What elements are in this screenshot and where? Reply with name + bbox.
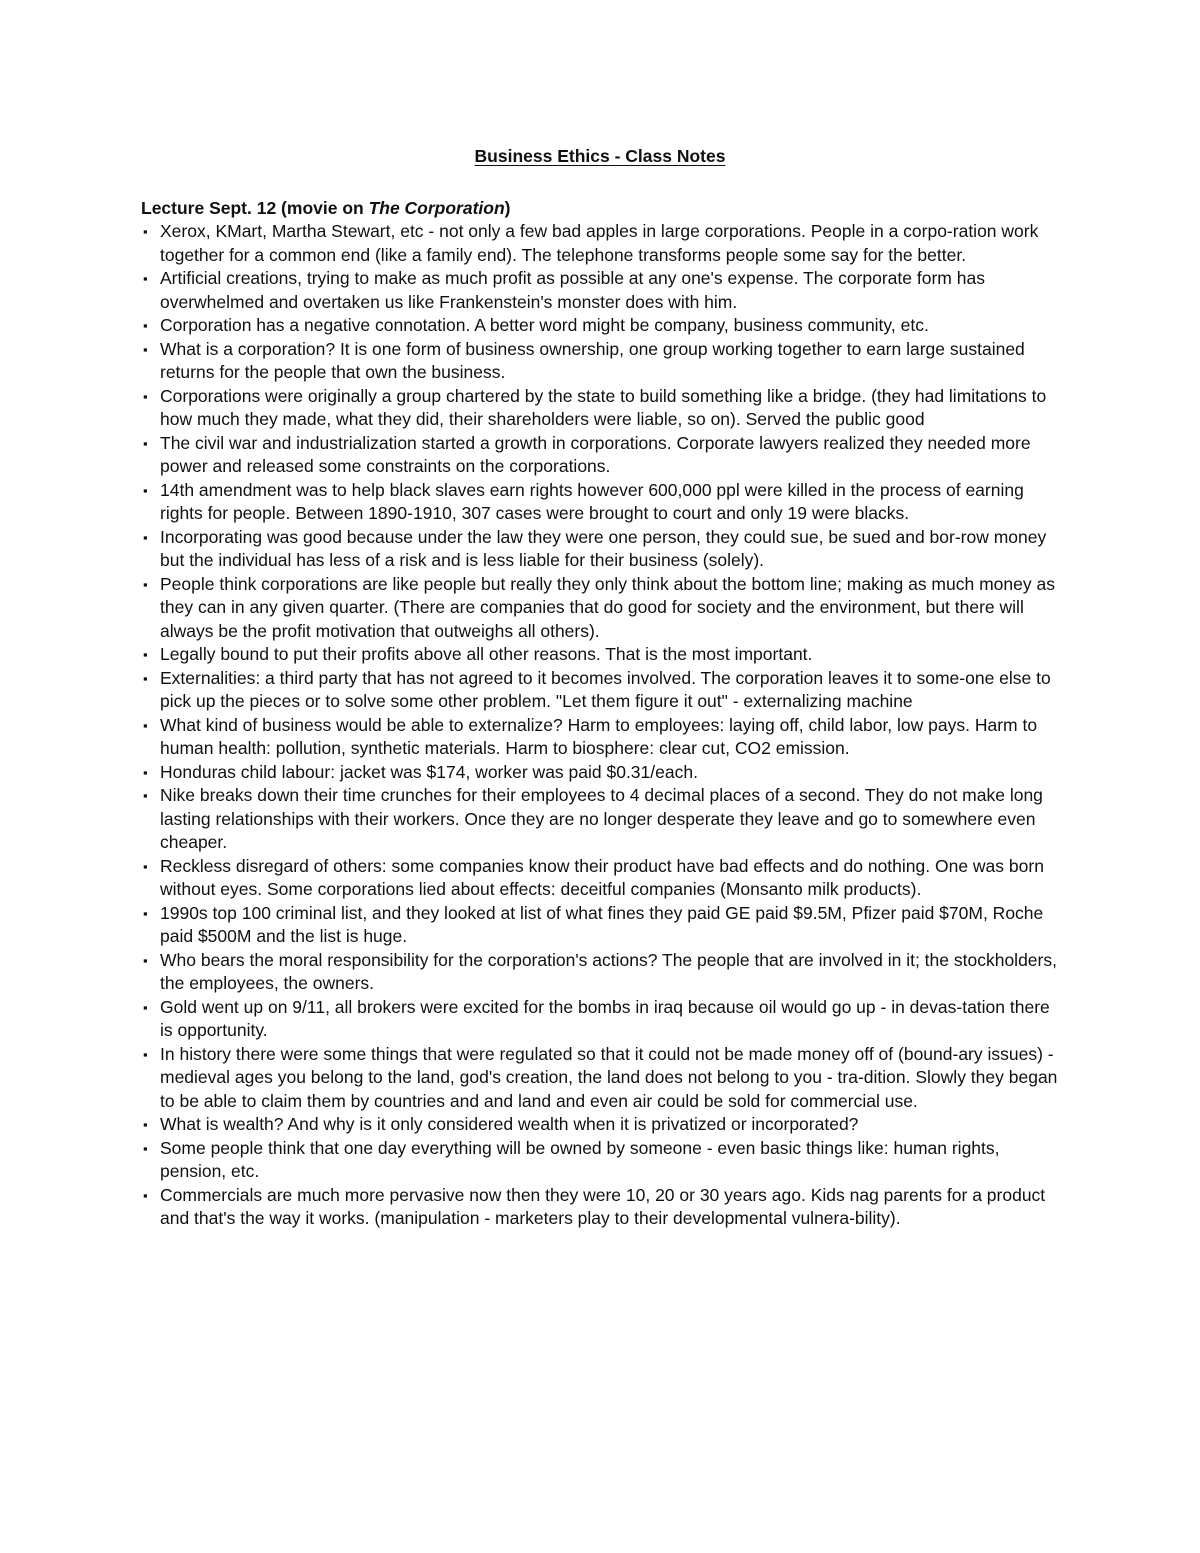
lecture-note-text: People think corporations are like people but really they only think about the bottom line; making as much money as they can in any given quarter. (There are companies that do good for society and the environment, but there will always be the profit motivation that outweighs all others). [160, 573, 1055, 641]
lecture-note-item [141, 1184, 1066, 1231]
lecture-note-text: Legally bound to put their profits above all other reasons. That is the most important. [160, 644, 813, 664]
bullet-square-icon: ▪ [143, 647, 148, 662]
lecture-note-item [141, 1113, 1066, 1137]
lecture-note-text: 1990s top 100 criminal list, and they looked at list of what fines they paid GE paid $9.5M, Pfizer paid $70M, Roche paid $500M and the list is huge. [160, 902, 1044, 946]
document-title: Business Ethics - Class Notes [474, 146, 726, 166]
bullet-square-icon: ▪ [143, 952, 148, 968]
lecture-note-text: Nike breaks down their time crunches for their employees to 4 decimal places of a second. They do not make long lasting relationships with their workers. Once they are no longer desperate they leave and go to somewhere even cheaper. [160, 785, 1043, 852]
lecture-note-item [141, 784, 1066, 855]
bullet-square-icon: ▪ [143, 271, 148, 286]
lecture-note-item [141, 573, 1066, 644]
lecture-note-text: Reckless disregard of others: some companies know their product have bad effects and do nothing. One was born without eyes. Some corporations lied about effects: deceitful companies (Monsanto milk products). [160, 855, 1044, 899]
lecture-note-item [141, 526, 1066, 573]
lecture-note-item [141, 902, 1066, 949]
lecture-note-text: Xerox, KMart, Martha Stewart, etc - not only a few bad apples in large corporations. People in a corpo-ration work together for a common end (like a family end). The telephone transforms people some say for the better. [160, 221, 1039, 265]
lecture-note-item [141, 479, 1066, 526]
lecture-note-text: Gold went up on 9/11, all brokers were excited for the bombs in iraq because oil would go up - in devas-tation there is opportunity. [160, 996, 1050, 1040]
bullet-square-icon: ▪ [143, 999, 148, 1015]
lecture-note-text: What is wealth? And why is it only considered wealth when it is privatized or incorporated? [160, 1114, 859, 1134]
lecture-note-item [141, 855, 1066, 902]
lecture-note-item [141, 714, 1066, 761]
bullet-square-icon: ▪ [143, 670, 148, 686]
lecture-note-item [141, 761, 1066, 785]
bullet-square-icon: ▪ [143, 905, 148, 921]
lecture-note-text: Commercials are much more pervasive now then they were 10, 20 or 30 years ago. Kids nag parents for a product and that's the way it works. (manipulation - marketers play to their developmental vulnera-bility). [160, 1184, 1046, 1228]
lecture-notes-list [141, 220, 1066, 1231]
lecture-note-text: Honduras child labour: jacket was $174, worker was paid $0.31/each. [160, 761, 698, 782]
lecture-heading [141, 196, 511, 220]
bullet-square-icon: ▪ [143, 858, 148, 874]
lecture-note-item [141, 949, 1066, 996]
bullet-square-icon: ▪ [143, 388, 148, 404]
lecture-note-item [141, 667, 1066, 714]
lecture-note-text: Corporations were originally a group chartered by the state to build something like a bridge. (they had limitations to how much they made, what they did, their shareholders were liable, so on). Served the public good [160, 385, 1047, 429]
lecture-note-item [141, 996, 1066, 1043]
bullet-square-icon: ▪ [143, 482, 148, 498]
bullet-square-icon: ▪ [143, 1187, 148, 1203]
lecture-note-text: The civil war and industrialization started a growth in corporations. Corporate lawyers realized they needed more power and released some constraints on the corporations. [160, 432, 1031, 476]
lecture-note-text: Incorporating was good because under the law they were one person, they could sue, be sued and bor-row money but the individual has less of a risk and is less liable for their business (solely). [160, 526, 1047, 570]
lecture-note-text: Who bears the moral responsibility for the corporation's actions? The people that are involved in it; the stockholders, the employees, the owners. [160, 949, 1057, 993]
bullet-square-icon: ▪ [143, 1046, 148, 1062]
lecture-note-text: What is a corporation? It is one form of business ownership, one group working together to earn large sustained returns for the people that own the business. [160, 338, 1025, 382]
lecture-note-item [141, 1137, 1066, 1184]
lecture-note-item [141, 314, 1066, 338]
lecture-heading-suffix: ) [504, 198, 511, 218]
lecture-heading-prefix: Lecture Sept. 12 (movie on [141, 198, 369, 218]
lecture-note-text: Externalities: a third party that has not agreed to it becomes involved. The corporation leaves it to some-one else to pick up the pieces or to solve some other problem. "Let them figure it out" - externalizing machine [160, 667, 1051, 711]
lecture-note-item [141, 267, 1066, 314]
lecture-heading-movie-title: The Corporation [368, 198, 505, 218]
lecture-note-item [141, 385, 1066, 432]
bullet-square-icon: ▪ [143, 1117, 148, 1132]
lecture-note-item [141, 643, 1066, 667]
lecture-note-text: Corporation has a negative connotation. A better word might be company, business community, etc. [160, 315, 929, 335]
bullet-square-icon: ▪ [143, 341, 148, 357]
lecture-note-item [141, 220, 1066, 267]
bullet-square-icon: ▪ [143, 788, 148, 803]
bullet-square-icon: ▪ [143, 576, 148, 592]
lecture-note-item [141, 338, 1066, 385]
bullet-square-icon: ▪ [143, 529, 148, 545]
bullet-square-icon: ▪ [143, 1140, 148, 1156]
lecture-note-text: In history there were some things that were regulated so that it could not be made money off of (bound-ary issues) - medieval ages you belong to the land, god's creation, the land does not belong to you - tra-dition. Slowly they began to be able to claim them by countries and and land and even air could be sold for commercial use. [160, 1043, 1058, 1111]
bullet-square-icon: ▪ [143, 224, 148, 239]
lecture-note-item [141, 432, 1066, 479]
bullet-square-icon: ▪ [143, 717, 148, 733]
lecture-note-text: 14th amendment was to help black slaves earn rights however 600,000 ppl were killed in the process of earning rights for people. Between 1890-1910, 307 cases were brought to court and only 19 were blacks. [160, 479, 1024, 523]
lecture-note-text: Artificial creations, trying to make as much profit as possible at any one's expense. The corporate form has overwhelmed and overtaken us like Frankenstein's monster does with him. [160, 268, 985, 312]
lecture-note-text: Some people think that one day everything will be owned by someone - even basic things like: human rights, pension, etc. [160, 1137, 1000, 1181]
lecture-note-text: What kind of business would be able to externalize? Harm to employees: laying off, child labor, low pays. Harm to human health: pollution, synthetic materials. Harm to biosphere: clear cut, CO2 emission. [160, 714, 1038, 758]
lecture-note-item [141, 1043, 1066, 1114]
bullet-square-icon: ▪ [143, 435, 148, 451]
bullet-square-icon: ▪ [143, 318, 148, 333]
bullet-square-icon: ▪ [143, 764, 148, 780]
